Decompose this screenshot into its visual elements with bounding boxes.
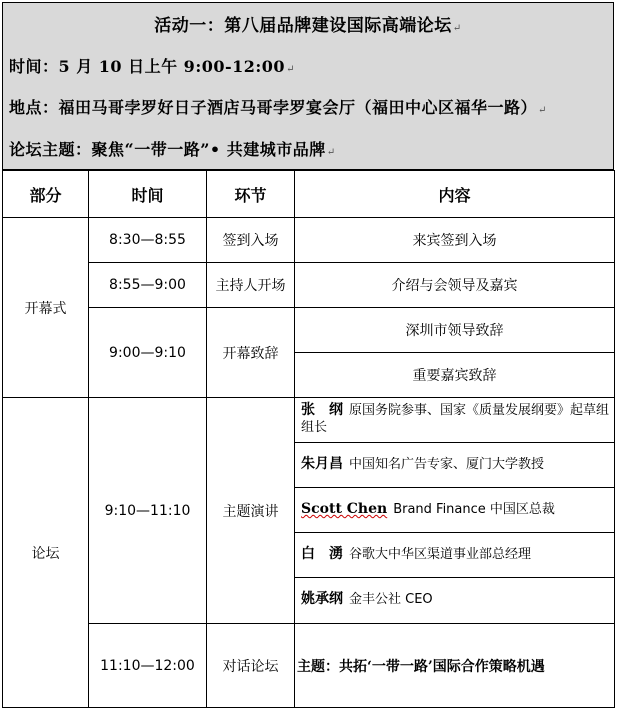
row-time: 8:55—9:00 [89,263,207,308]
event-title-text: 活动一：第八届品牌建设国际高端论坛 [154,16,452,36]
col-header-time: 时间 [89,171,207,218]
event-time-text: 时间：5 月 10 日上午 9:00-12:00 [9,57,286,76]
speaker-title: 谷歌大中华区渠道事业部总经理 [349,547,532,562]
part-forum: 论坛 [3,398,89,708]
event-location [9,95,547,118]
event-theme [9,137,336,160]
schedule-table [2,170,615,708]
row-content: 重要嘉宾致辞 [295,353,615,398]
row-segment: 开幕致辞 [207,308,295,398]
speaker-name: 白 湧 [301,546,343,562]
list-item [295,488,614,533]
speaker-name: 张 纲 [301,402,343,418]
speaker-title: 原国务院参事、国家《质量发展纲要》起草组组长 [301,403,610,435]
row-content: 深圳市领导致辞 [295,308,615,353]
paragraph-mark-icon: ↵ [452,23,462,34]
list-item [295,533,614,578]
row-segment: 主题演讲 [207,398,295,624]
dialogue-topic: 主题：共拓‘一带一路’国际合作策略机遇 [295,624,615,708]
row-time: 9:10—11:10 [89,398,207,624]
event-theme-text: 论坛主题：聚焦“一带一路”• 共建城市品牌 [9,140,326,159]
row-segment: 主持人开场 [207,263,295,308]
table-row [3,398,615,624]
event-time [9,54,295,77]
list-item [295,398,614,443]
row-segment: 对话论坛 [207,624,295,708]
row-time: 11:10—12:00 [89,624,207,708]
speaker-title: Brand Finance 中国区总裁 [393,502,555,517]
paragraph-mark-icon: ↵ [286,64,295,75]
part-opening: 开幕式 [3,218,89,398]
speaker-name: 朱月昌 [301,456,343,472]
row-segment: 签到入场 [207,218,295,263]
speaker-name: Scott Chen [301,501,388,517]
paragraph-mark-icon: ↵ [326,147,336,158]
speaker-title: 中国知名广告专家、厦门大学教授 [349,457,545,472]
col-header-part: 部分 [3,171,89,218]
speaker-name: 姚承纲 [301,591,343,607]
paragraph-mark-icon: ↵ [538,105,547,116]
table-row [3,218,615,263]
table-header-row [3,171,615,218]
table-row [3,308,615,353]
row-content: 来宾签到入场 [295,218,615,263]
table-row [3,263,615,308]
col-header-segment: 环节 [207,171,295,218]
row-content: 介绍与会领导及嘉宾 [295,263,615,308]
speaker-title: 金丰公社 CEO [349,592,433,607]
list-item [295,578,614,623]
event-title [3,11,613,36]
list-item [295,443,614,488]
speaker-list [295,398,615,624]
row-time: 8:30—8:55 [89,218,207,263]
event-header [2,2,614,170]
row-time: 9:00—9:10 [89,308,207,398]
col-header-content: 内容 [295,171,615,218]
table-row [3,624,615,708]
event-location-text: 地点：福田马哥孛罗好日子酒店马哥孛罗宴会厅（福田中心区福华一路） [9,98,538,117]
